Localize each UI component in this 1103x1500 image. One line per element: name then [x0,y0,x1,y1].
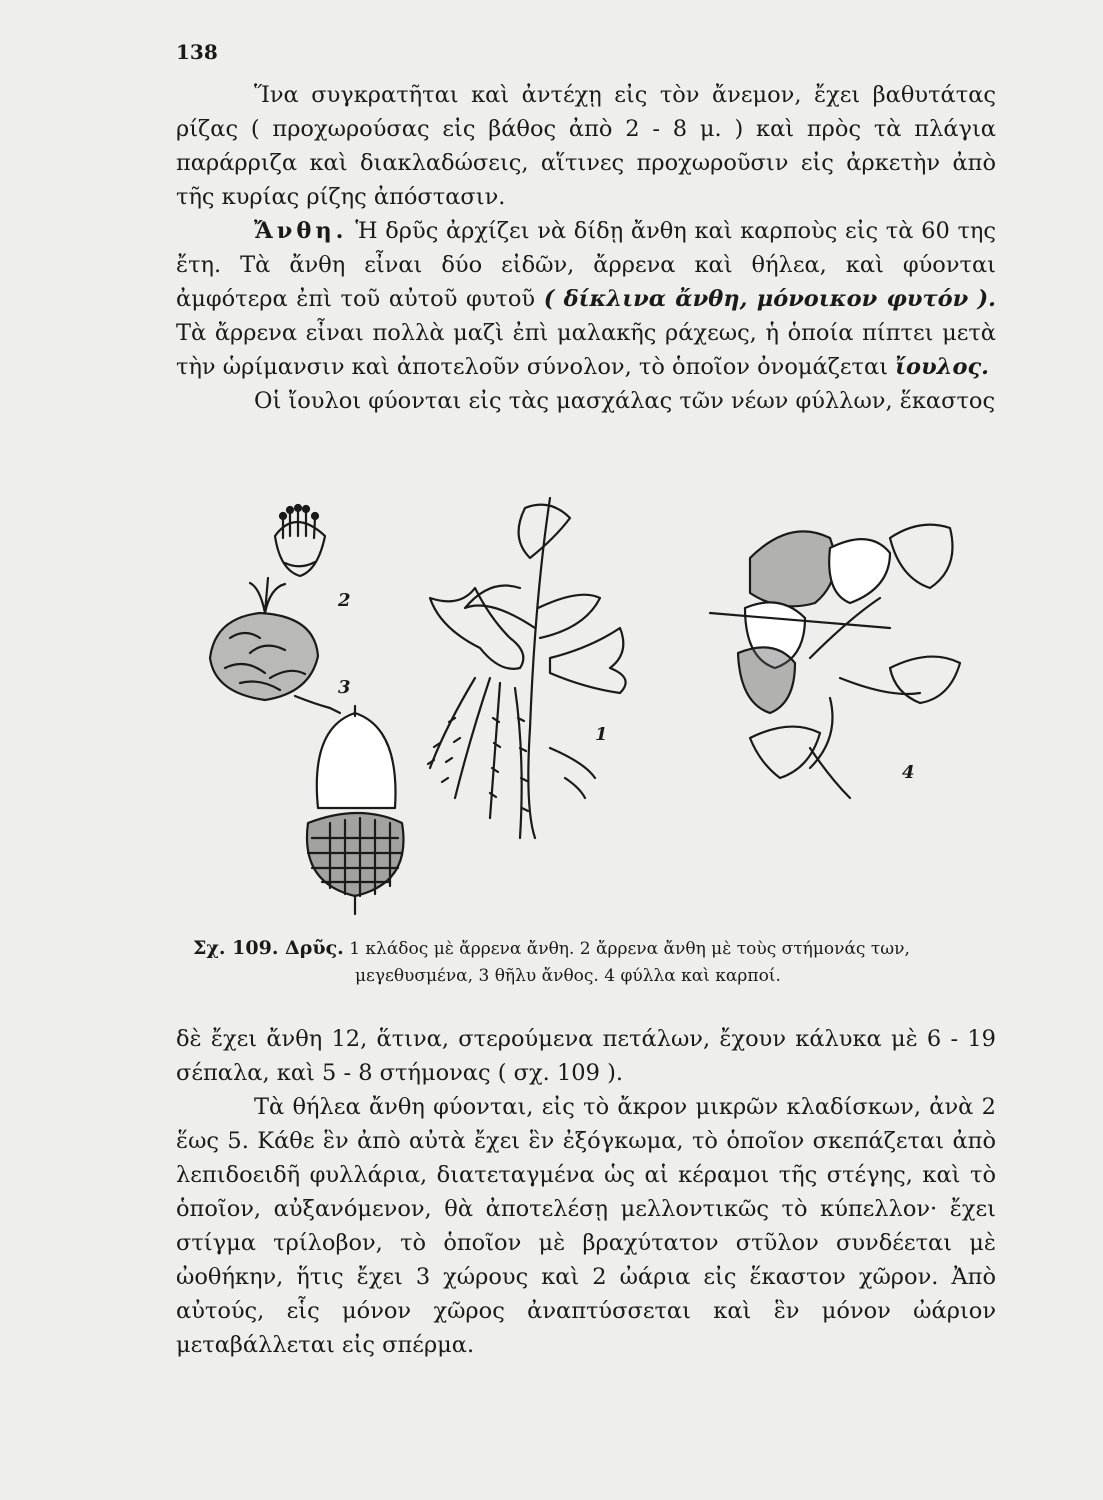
oak-illustration [190,478,1010,933]
paragraph-roots: Ἵνα συγκρατῆται καὶ ἀντέχῃ εἰς τὸν ἄνεμον, ἔχει βαθυτάτας ρίζας ( προχωρούσας εἰς βάθος ἀπὸ 2 - 8 μ. ) καὶ πρὸς τὰ πλάγια παράρριζα καὶ διακλαδώσεις, αἵτινες προχωροῦσιν εἰς ἀρκετὴν ἀπὸ τῆς κυρίας ρίζης ἀπόστασιν. [176,82,996,210]
caption-heading: Σχ. 109. Δρῦς. [193,937,344,959]
paragraph-flowers [176,214,996,384]
figure-label-4: 4 [902,762,915,783]
page-number: 138 [176,40,218,64]
leaves-and-acorns-drawing [710,525,960,798]
oak-drawing [190,478,1010,933]
figure-caption [193,935,1013,990]
section-heading-flowers: Ἄνθη. [254,218,348,244]
caption-line-1: 1 κλάδος μὲ ἄρρενα ἄνθη. 2 ἄρρενα ἄνθη μὲ τοὺς στήμονάς των, [343,939,910,959]
figure-label-2: 2 [338,590,351,611]
flowers-text-a: Ἡ δρῦς ἀρχίζει νὰ δίδῃ ἄνθη καὶ καρποὺς εἰς τὰ 60 της ἔτη. Τὰ ἄνθη εἶναι δύο εἰδῶν, ἄρρενα καὶ θήλεα, καὶ φύονται ἀμφότερα ἐπὶ τοῦ αὐτοῦ φυτοῦ [176,218,996,312]
branch-with-catkins-drawing [428,498,626,838]
paragraph-sepals: δὲ ἔχει ἄνθη 12, ἅτινα, στερούμενα πετάλων, ἔχουν κάλυκα μὲ 6 - 19 σέπαλα, καὶ 5 - 8 στήμονας ( σχ. 109 ). [176,1026,996,1086]
top-text-block [176,78,996,418]
flowers-term-catkin: ἴουλος. [895,354,989,380]
flowers-text-b: Τὰ ἄρρενα εἶναι πολλὰ μαζὶ ἐπὶ μαλακῆς ράχεως, ἡ ὁποία πίπτει μετὰ τὴν ὡρίμανσιν καὶ ἀποτελοῦν σύνολον, τὸ ὁποῖον ὀνομάζεται [176,320,996,380]
paragraph-catkins: Οἱ ἴουλοι φύονται εἰς τὰς μασχάλας τῶν νέων φύλλων, ἕκαστος [254,388,996,414]
male-flower-drawing [275,505,325,576]
figure-label-3: 3 [338,677,351,698]
female-flower-drawing [210,578,340,713]
bottom-text-block [176,1022,996,1362]
acorn-drawing [307,706,404,914]
figure-label-1: 1 [595,724,608,745]
flowers-italic-term: ( δίκλινα ἄνθη, μόνοικον φυτόν ). [543,286,996,312]
caption-line-2: μεγεθυσμένα, 3 θῆλυ ἄνθος. 4 φύλλα καὶ καρποί. [355,966,781,986]
paragraph-female-flowers: Τὰ θήλεα ἄνθη φύονται, εἰς τὸ ἄκρον μικρῶν κλαδίσκων, ἀνὰ 2 ἕως 5. Κάθε ἓν ἀπὸ αὐτὰ ἔχει ἓν ἐξόγκωμα, τὸ ὁποῖον σκεπάζεται ἀπὸ λεπιδοειδῆ φυλλάρια, διατεταγμένα ὡς αἱ κέραμοι τῆς στέγης, καὶ τὸ ὁποῖον, αὐξανόμενον, θὰ ἀποτελέσῃ μελλοντικῶς τὸ κύπελλον· ἔχει στίγμα τρίλοβον, τὸ ὁποῖον μὲ βραχύτατον στῦλον συνδέεται μὲ ὠοθήκην, ἥτις ἔχει 3 χώρους καὶ 2 ὠάρια εἰς ἕκαστον χῶρον. Ἀπὸ αὐτούς, εἷς μόνον χῶρος ἀναπτύσσεται καὶ ἓν μόνον ὠάριον μεταβάλλεται εἰς σπέρμα. [176,1094,996,1358]
